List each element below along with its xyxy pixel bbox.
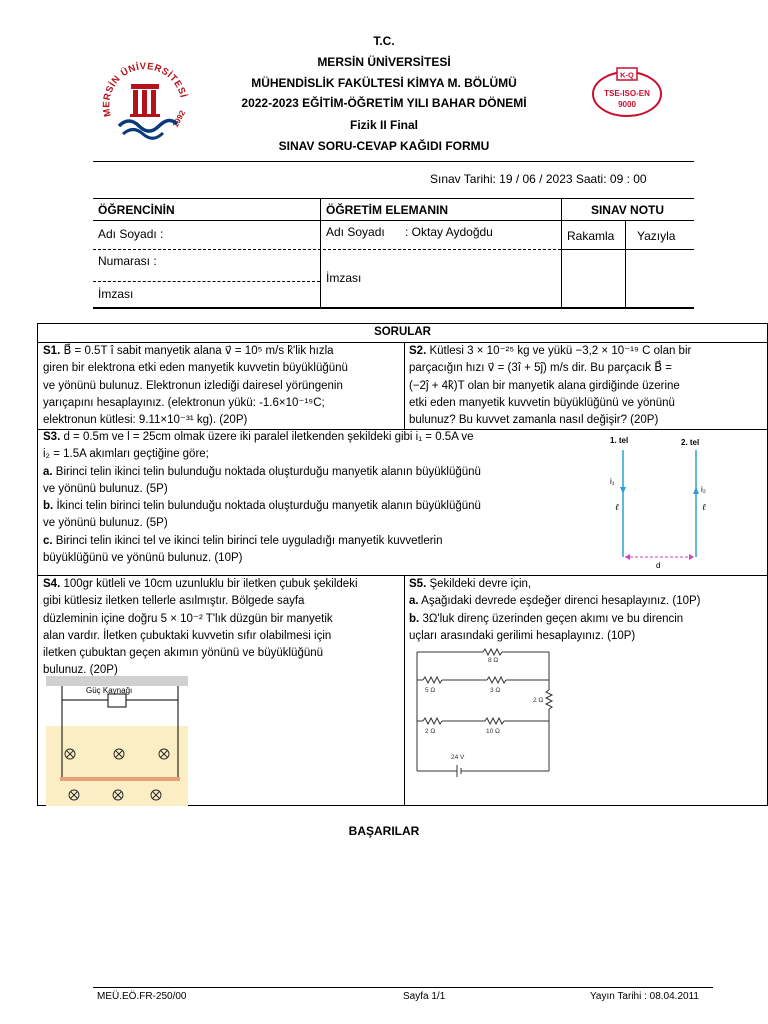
resistor-8ohm xyxy=(483,649,502,655)
teacher-signature-label: İmzası xyxy=(326,271,362,285)
circuit-figure xyxy=(413,646,555,778)
student-header: ÖĞRENCİNİN xyxy=(98,203,175,217)
grade-written-label: Yazıyla xyxy=(637,229,676,243)
footer-publish-date: Yayın Tarihi : 08.04.2011 xyxy=(590,991,699,1002)
wire2-label: 2. tel xyxy=(681,438,700,447)
header-faculty: MÜHENDİSLİK FAKÜLTESİ KİMYA M. BÖLÜMÜ xyxy=(251,76,517,90)
resistor-10ohm xyxy=(485,718,504,724)
student-signature-label: İmzası xyxy=(98,287,134,301)
conducting-rod xyxy=(60,777,180,781)
i1-label: i₁ xyxy=(610,477,615,486)
label-8ohm: 8 Ω xyxy=(488,657,499,664)
header-term: 2022-2023 EĞİTİM-ÖĞRETİM YILI BAHAR DÖNEMİ xyxy=(241,96,527,110)
logo-year: 1992 xyxy=(170,108,188,129)
hanging-rod-figure xyxy=(46,676,192,806)
question-s4: S4. 100gr kütleli ve 10cm uzunluklu bir iletken çubuk şekildeki gibi kütlesiz iletken tellerle asılmıştır. Bölgede sayfa düzleminin içine doğru 5 × 10⁻² T'lık düzgün bir manyetik alan vardır. İletken çubuktaki kuvvetin sıfır olabilmesi için iletken çubuktan geçen akımın yönünü ve büyüklüğünü bulunuz. (20P) xyxy=(43,578,358,677)
tse-iso-text: TSE-ISO-EN xyxy=(604,89,650,98)
footer-page: Sayfa 1/1 xyxy=(403,991,446,1002)
tse-kq-text: K-Q xyxy=(620,70,634,80)
university-logo xyxy=(97,54,193,150)
label-5ohm: 5 Ω xyxy=(425,687,436,694)
questions-title: SORULAR xyxy=(374,326,431,338)
question-s3: S3. d = 0.5m ve l = 25cm olmak üzere iki paralel iletkenden şekildeki gibi i₁ = 0.5A ve i₂ = 1.5A akımları geçtiğine göre; a. Birinci telin ikinci telin bulunduğu noktada oluşturduğu manyetik alanın büyüklüğünü ve yönünü bulunuz. (5P) b. İkinci telin birinci telin bulunduğu noktada oluşturduğu manyetik alanın büyüklüğünü ve yönünü bulunuz. (5P) c. Birinci telin ikinci tel ve ikinci telin birinci tele uyguladığı manyetik kuvvetlerin büyüklüğünü ve yönünü bulunuz. (10P) xyxy=(43,431,481,565)
header-tc: T.C. xyxy=(373,34,395,48)
question-s5: S5. Şekildeki devre için, a. Aşağıdaki devrede eşdeğer direnci hesaplayınız. (10P) b. 3Ω'luk direnç üzerinden geçen akımı ve bu direncin uçları arasındaki gerilimi hesaplayınız. (10P) xyxy=(409,578,701,642)
distance-label: d xyxy=(656,561,661,570)
label-2ohm-vertical: 2 Ω xyxy=(533,697,544,704)
closing-text: BAŞARILAR xyxy=(348,824,420,838)
resistor-2ohm xyxy=(423,718,442,724)
question-s2: S2. Kütlesi 3 × 10⁻²⁵ kg ve yükü −3,2 × 10⁻¹⁹ C olan bir parçacığın hızı v⃗ = (3î + 5ĵ) m/s dir. Bu parçacık B⃗ = (−2ĵ + 4k̂)T olan bir manyetik alana girdiğinde üzerine etki eden manyetik kuvvetin büyüklüğünü ve yönünü bulunuz? Bu kuvvet zamanla nasıl değişir? (20P) xyxy=(409,345,692,427)
footer-divider xyxy=(93,987,713,988)
teacher-name-label: Adı Soyadı xyxy=(326,225,385,239)
logo-arc-text: MERSİN ÜNİVERSİTESİ xyxy=(101,61,189,118)
question-s1: S1. B⃗ = 0.5T î sabit manyetik alana v⃗ = 10⁵ m/s k̂'lik hızla giren bir elektrona etki eden manyetik kuvvetin büyüklüğünü ve yönünü bulunuz. Elektronun izlediği dairesel yörüngenin yarıçapını hesaplayınız. (elektronun yükü: -1.6×10⁻¹⁹C; elektronun kütlesi: 9.11×10⁻³¹ kg). (20P) xyxy=(43,345,348,427)
header-divider xyxy=(93,161,694,162)
questions-box xyxy=(37,323,768,806)
grade-numeric-label: Rakamla xyxy=(567,229,615,243)
header-course: Fizik II Final xyxy=(349,118,418,132)
l1-label: ℓ xyxy=(615,502,619,512)
label-3ohm: 3 Ω xyxy=(490,687,501,694)
label-battery: 24 V xyxy=(451,754,465,761)
wire1-label: 1. tel xyxy=(610,436,629,445)
exam-date-time: Sınav Tarihi: 19 / 06 / 2023 Saati: 09 : 00 xyxy=(430,172,647,186)
teacher-header: ÖĞRETİM ELEMANIN xyxy=(326,203,448,217)
power-source-label: Güç Kaynağı xyxy=(86,686,133,695)
tse-9000-text: 9000 xyxy=(618,100,636,109)
resistor-3ohm xyxy=(487,677,506,683)
label-10ohm: 10 Ω xyxy=(486,728,500,735)
i1-arrow-down-icon xyxy=(620,487,626,494)
header-form-title: SINAV SORU-CEVAP KAĞIDI FORMU xyxy=(278,139,490,153)
grade-header: SINAV NOTU xyxy=(590,203,665,217)
label-2ohm: 2 Ω xyxy=(425,728,436,735)
tse-iso-logo xyxy=(590,66,664,118)
parallel-wires-figure xyxy=(598,432,738,572)
info-table xyxy=(93,198,694,309)
power-source-box xyxy=(108,694,126,707)
i2-label: i₂ xyxy=(701,485,706,494)
header-university: MERSİN ÜNİVERSİTESİ xyxy=(317,55,451,69)
resistor-2ohm-vertical xyxy=(546,690,552,709)
student-name-label: Adı Soyadı : xyxy=(98,227,164,241)
student-number-label: Numarası : xyxy=(98,254,157,268)
footer-form-code: MEÜ.EÖ.FR-250/00 xyxy=(97,991,187,1002)
resistor-5ohm xyxy=(423,677,442,683)
l2-label: ℓ xyxy=(702,502,706,512)
i2-arrow-up-icon xyxy=(693,487,699,494)
teacher-name-value: : Oktay Aydoğdu xyxy=(405,225,493,239)
